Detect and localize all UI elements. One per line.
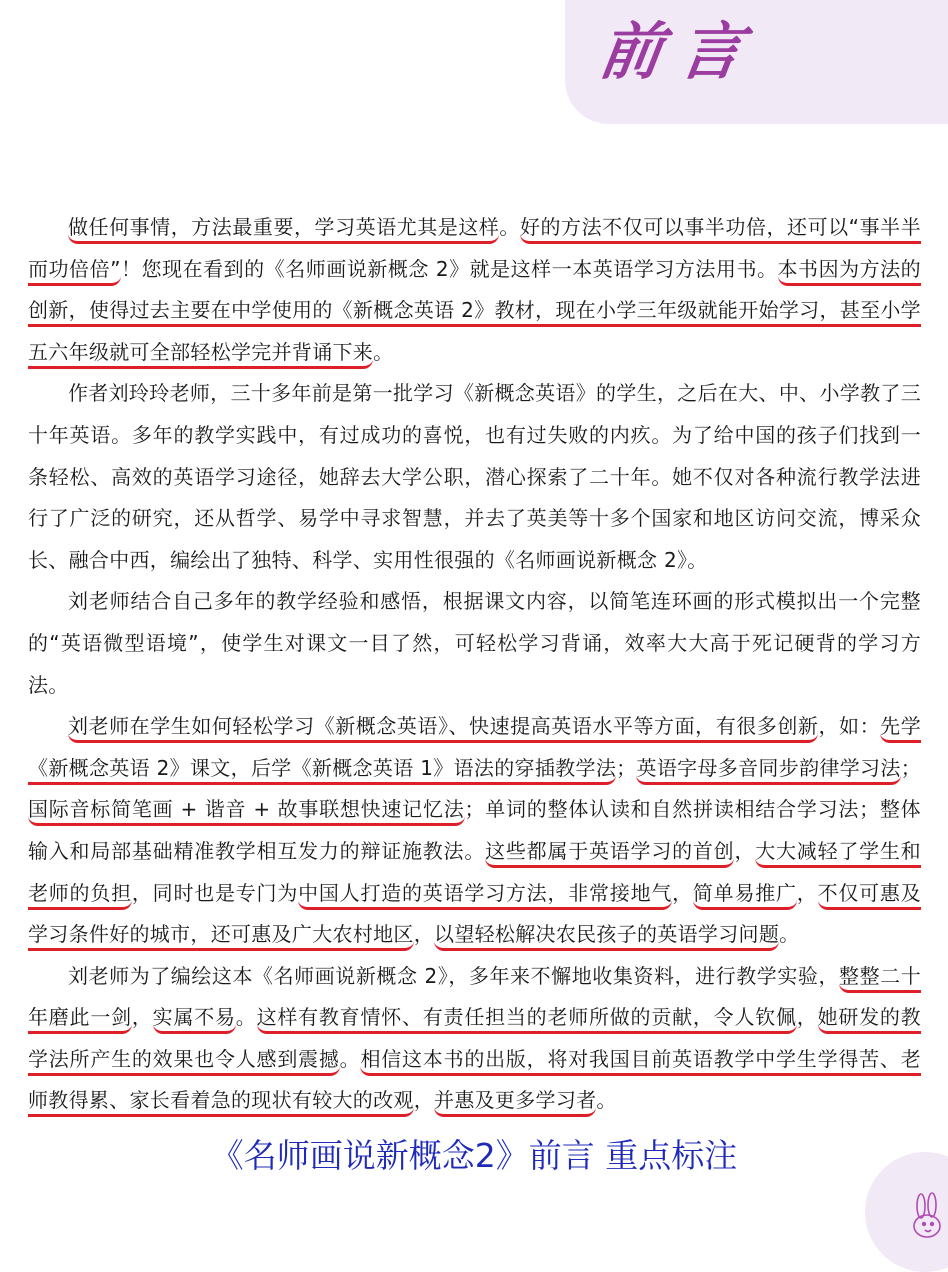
caption: 《名师画说新概念2》前言 重点标注: [210, 1136, 738, 1175]
highlighted-text: 英语字母多音同步韵律学习法: [636, 756, 900, 785]
highlighted-text: 好的方法不仅可以事半功倍，还可以“事半半而功倍倍”: [28, 215, 921, 286]
page-title: 前言: [594, 15, 766, 88]
text-segment: ，: [672, 880, 693, 905]
text-segment: ；: [900, 755, 921, 780]
highlighted-text: 这样有教育情怀、有责任担当的老师所做的贡献，令人钦佩: [257, 1005, 797, 1034]
text-segment: ，: [796, 880, 818, 905]
text-segment: ，同时也是专门为: [131, 880, 299, 905]
text-segment: 刘老师为了编绘这本《名师画说新概念 2》，多年来不懈地收集资料，进行教学实验，: [68, 963, 840, 988]
text-segment: 。: [339, 1046, 361, 1071]
highlighted-text: 并惠及更多学习者: [434, 1088, 596, 1117]
text-segment: 作者刘玲玲老师，三十多年前是第一批学习《新概念英语》的学生，之后在大、中、小学教了三十年英语。多年的教学实践中，有过成功的喜悦，也有过失败的内疚。为了给中国的孩子们找到一条轻松、高效的英语学习途径，她辞去大学公职，潜心探索了二十年。她不仅对各种流行教学法进行了广泛的研究，还从哲学、易学中寻求智慧，并去了英美等十多个国家和地区访问交流，博采众长、融合中西，编绘出了独特、科学、实用性很强的《名师画说新概念 2》。: [28, 381, 921, 572]
highlighted-text: 整整二十年磨此一剑: [28, 964, 921, 1035]
text-segment: ，: [796, 1005, 818, 1030]
text-segment: ，: [131, 1005, 153, 1030]
paragraph: [28, 373, 921, 581]
highlighted-text: 做任何事情，方法最重要，学习英语尤其是这样: [68, 215, 499, 244]
text-segment: ！您现在看到的《名师画说新概念 2》就是这样一本英语学习方法用书。: [120, 256, 778, 281]
text-segment: ，如：: [818, 714, 881, 739]
paragraph: [28, 956, 921, 1122]
highlighted-text: 以望轻松解决农民孩子的英语学习问题: [434, 922, 779, 951]
highlighted-text: 大大减轻了学生和老师的负担: [28, 839, 921, 910]
paragraph: [28, 581, 921, 706]
text-segment: 刘老师结合自己多年的教学经验和感悟，根据课文内容，以简笔连环画的形式模拟出一个完整的“英语微型语境”，使学生对课文一目了然，可轻松学习背诵，效率大大高于死记硬背的学习方法。: [28, 589, 921, 697]
text-segment: 。: [499, 215, 520, 239]
highlighted-text: 刘老师在学生如何轻松学习《新概念英语》、快速提高英语水平等方面，有很多创新: [68, 714, 818, 743]
text-segment: ；单词的整体认读和自然拼读相结合学习法；整体输入和局部基础精准教学相互发力的辩证施教法。: [28, 797, 921, 863]
text-segment: 。: [373, 339, 394, 364]
body-text: [28, 207, 921, 1122]
highlighted-text: 先学《新概念英语 2》课文，后学《新概念英语 1》语法的穿插教学法: [28, 714, 921, 785]
highlighted-text: 简单易推广: [693, 881, 797, 910]
text-segment: ，: [734, 838, 756, 863]
text-segment: ，: [413, 922, 435, 947]
paragraph: [28, 207, 921, 373]
paragraph: [28, 706, 921, 956]
text-segment: 。: [235, 1005, 257, 1030]
text-segment: ，: [413, 1088, 435, 1113]
highlighted-text: 她研发的教学法所产生的效果也令人感到震撼: [28, 1005, 921, 1076]
text-segment: 。: [596, 1088, 617, 1113]
highlighted-text: 相信这本书的出版，将对我国目前英语教学中学生学得苦、老师教得累、家长看着急的现状有较大的改观: [28, 1047, 921, 1118]
bunny-icon: [905, 1190, 945, 1250]
highlighted-text: 不仅可惠及学习条件好的城市，还可惠及广大农村地区: [28, 881, 921, 952]
text-segment: 。: [779, 922, 800, 947]
highlighted-text: 中国人打造的英语学习方法，非常接地气: [298, 881, 672, 910]
text-segment: ；: [616, 755, 637, 780]
highlighted-text: 国际音标简笔画 + 谐音 + 故事联想快速记忆法: [28, 797, 465, 826]
highlighted-text: 本书因为方法的创新，使得过去主要在中学使用的《新概念英语 2》教材，现在小学三年级就能开始学习，甚至小学五六年级就可全部轻松学完并背诵下来: [28, 257, 921, 369]
highlighted-text: 这些都属于英语学习的首创: [485, 839, 734, 868]
highlighted-text: 实属不易: [153, 1005, 236, 1034]
